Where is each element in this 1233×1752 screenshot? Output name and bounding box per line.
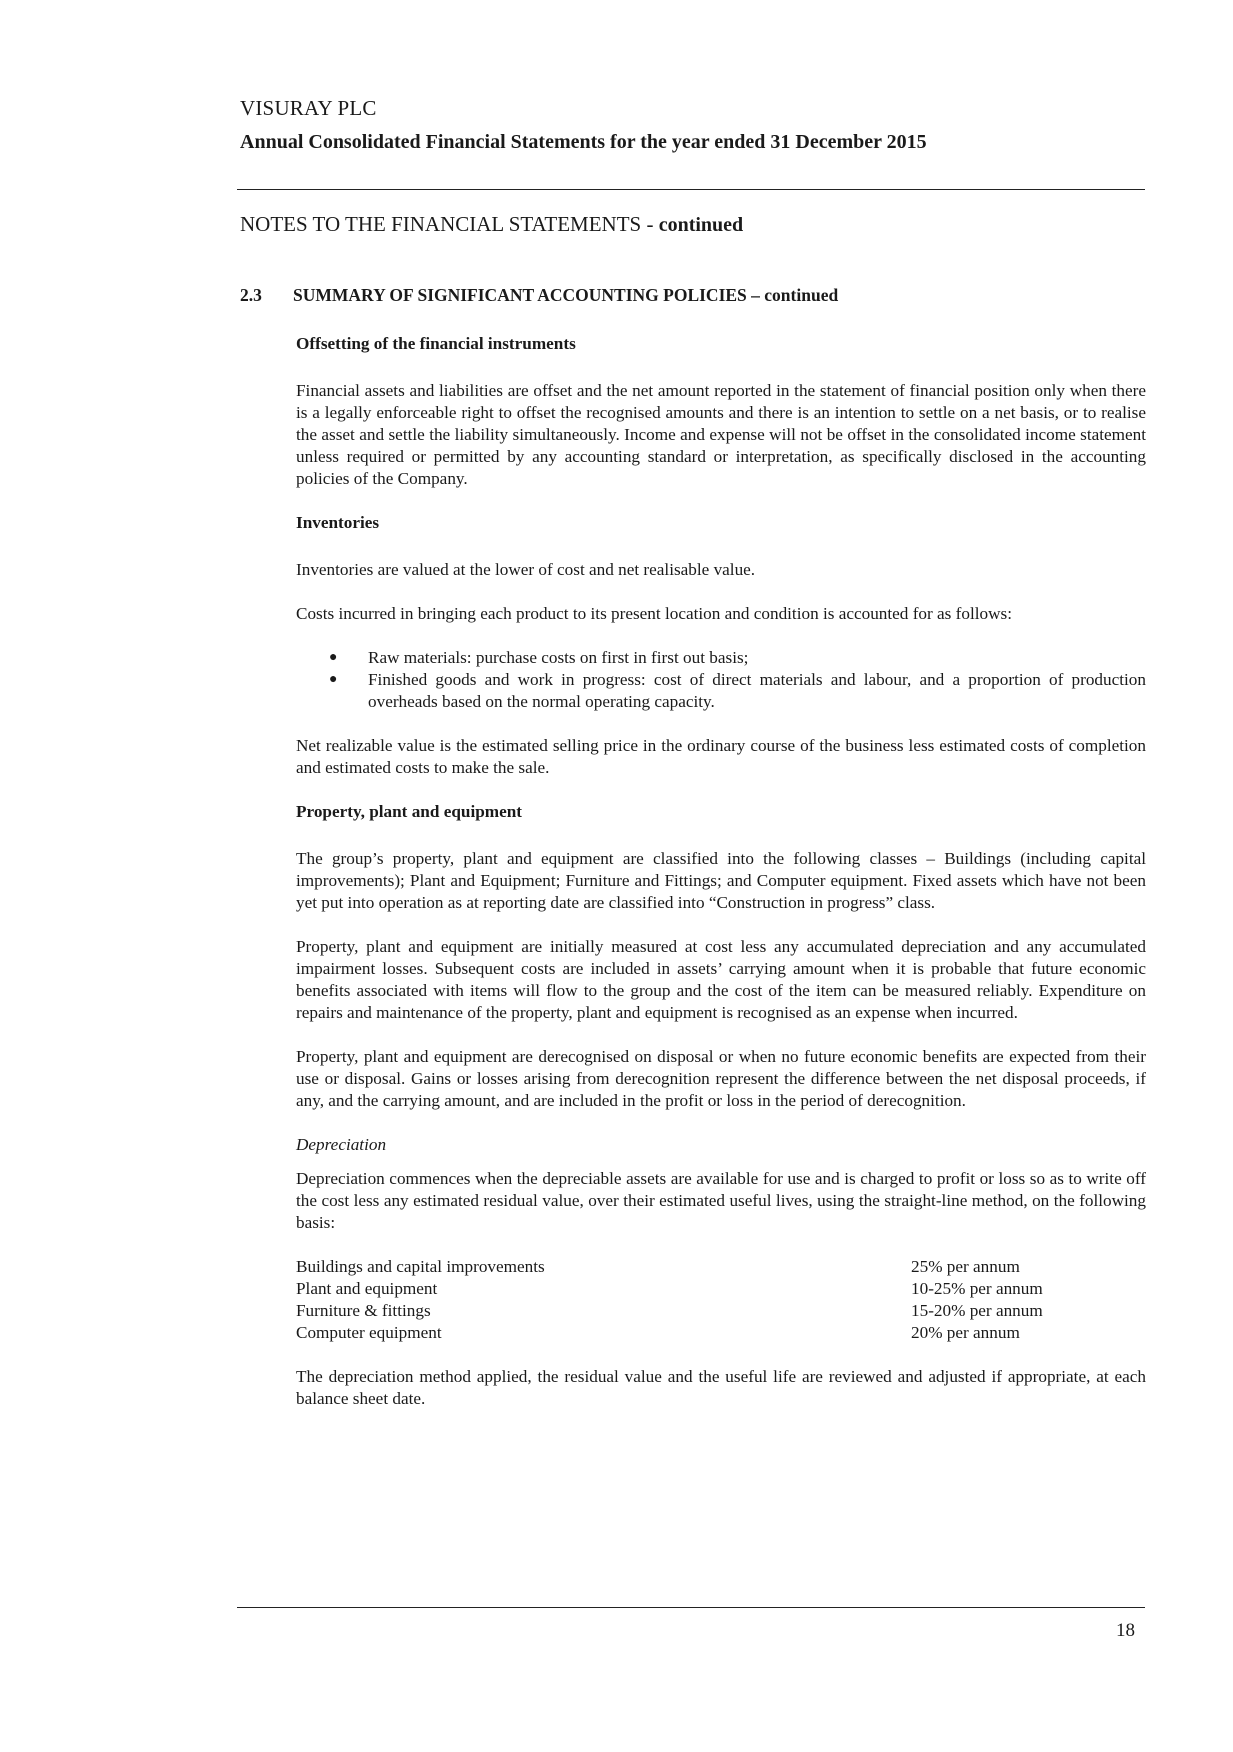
ppe-paragraph-3: Property, plant and equipment are derecognised on disposal or when no future economic benefits are expected from their use or disposal. Gains or losses arising from derecognition represent the difference between the net disposal proceeds, if any, and the carrying amount, and are included in the profit or loss in the period of derecognition. xyxy=(296,1047,1146,1110)
ppe-heading: Property, plant and equipment xyxy=(296,802,523,821)
footer-divider xyxy=(237,1607,1145,1608)
depreciation-rate: 20% per annum xyxy=(911,1323,1020,1342)
header-divider xyxy=(237,189,1145,190)
asset-class: Buildings and capital improvements xyxy=(296,1257,545,1276)
depreciation-paragraph-1: Depreciation commences when the depreciable assets are available for use and is charged to profit or loss so as to write off the cost less any estimated residual value, over their estimated useful lives, using the straight-line method, on the following basis: xyxy=(296,1169,1146,1232)
bullet-icon: ● xyxy=(329,672,338,687)
inventories-cost-list xyxy=(296,647,1146,713)
notes-heading xyxy=(240,212,743,237)
company-name: VISURAY PLC xyxy=(240,96,377,120)
inventories-paragraph-2: Costs incurred in bringing each product to its present location and condition is accounted for as follows: xyxy=(296,604,1012,623)
notes-heading-continued: continued xyxy=(658,214,744,236)
list-item-text: Raw materials: purchase costs on first in first out basis; xyxy=(368,648,749,667)
inventories-heading: Inventories xyxy=(296,513,380,532)
offsetting-heading: Offsetting of the financial instruments xyxy=(296,334,576,353)
asset-class: Furniture & fittings xyxy=(296,1301,431,1320)
table-row xyxy=(296,1300,1146,1322)
depreciation-rate: 15-20% per annum xyxy=(911,1301,1043,1320)
statement-subtitle: Annual Consolidated Financial Statements for the year ended 31 December 2015 xyxy=(240,131,927,153)
depreciation-paragraph-2: The depreciation method applied, the residual value and the useful life are reviewed and adjusted if appropriate, at each balance sheet date. xyxy=(296,1367,1146,1408)
page-number: 18 xyxy=(1116,1620,1135,1641)
section-title: SUMMARY OF SIGNIFICANT ACCOUNTING POLICIES – continued xyxy=(293,285,839,305)
asset-class: Computer equipment xyxy=(296,1323,442,1342)
list-item xyxy=(296,669,1146,713)
list-item-text: Finished goods and work in progress: cost of direct materials and labour, and a proportion of production overheads based on the normal operating capacity. xyxy=(368,670,1146,711)
bullet-icon: ● xyxy=(329,650,338,665)
ppe-paragraph-2: Property, plant and equipment are initially measured at cost less any accumulated depreciation and any accumulated impairment losses. Subsequent costs are included in assets’ carrying amount when it is probable that future economic benefits associated with items will flow to the group and the cost of the item can be measured reliably. Expenditure on repairs and maintenance of the property, plant and equipment is recognised as an expense when incurred. xyxy=(296,937,1146,1022)
notes-heading-main: NOTES TO THE FINANCIAL STATEMENTS - xyxy=(240,212,659,236)
depreciation-rate: 25% per annum xyxy=(911,1257,1020,1276)
section-heading xyxy=(240,285,838,306)
table-row xyxy=(296,1278,1146,1300)
asset-class: Plant and equipment xyxy=(296,1279,438,1298)
inventories-paragraph-3: Net realizable value is the estimated selling price in the ordinary course of the business less estimated costs of completion and estimated costs to make the sale. xyxy=(296,736,1146,777)
offsetting-paragraph: Financial assets and liabilities are offset and the net amount reported in the statement of financial position only when there is a legally enforceable right to offset the recognised amounts and there is an intention to settle on a net basis, or to realise the asset and settle the liability simultaneously. Income and expense will not be offset in the consolidated income statement unless required or permitted by any accounting standard or interpretation, as specifically disclosed in the accounting policies of the Company. xyxy=(296,381,1146,488)
depreciation-rate: 10-25% per annum xyxy=(911,1279,1043,1298)
section-number: 2.3 xyxy=(240,285,262,305)
list-item xyxy=(296,647,1146,669)
notes-content xyxy=(296,333,1146,1432)
depreciation-rates-table xyxy=(296,1256,1146,1344)
table-row xyxy=(296,1256,1146,1278)
inventories-paragraph-1: Inventories are valued at the lower of cost and net realisable value. xyxy=(296,560,756,579)
depreciation-heading: Depreciation xyxy=(296,1135,387,1154)
table-row xyxy=(296,1322,1146,1344)
ppe-paragraph-1: The group’s property, plant and equipment are classified into the following classes – Buildings (including capital improvements); Plant and Equipment; Furniture and Fittings; and Computer equipment. Fixed assets which have not been yet put into operation as at reporting date are classified into “Construction in progress” class. xyxy=(296,849,1146,912)
